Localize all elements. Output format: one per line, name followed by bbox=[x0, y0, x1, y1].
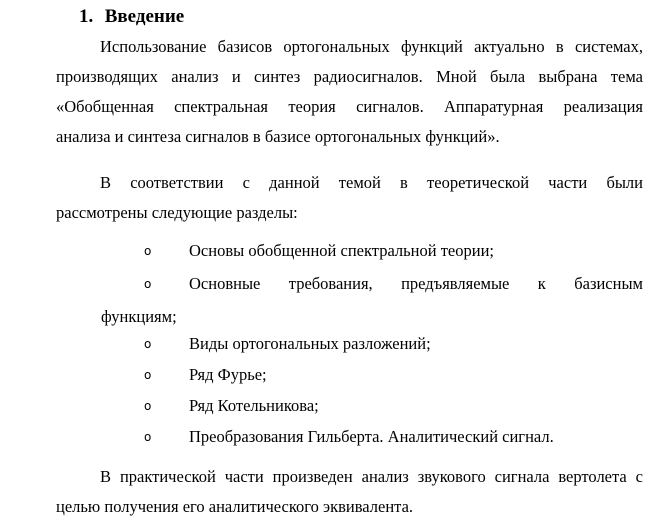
practical-paragraph bbox=[56, 462, 643, 522]
bullet-marker: o bbox=[144, 368, 152, 382]
list-item-text: Преобразования Гильберта. Аналитический сигнал. bbox=[189, 427, 554, 446]
paragraph-line bbox=[56, 168, 643, 198]
paragraph-line-text: В практической части произведен анализ звукового сигнала вертолета с bbox=[100, 467, 643, 486]
bullet-marker: o bbox=[144, 244, 152, 258]
list-item-text: Основные требования, предъявляемые к базисным bbox=[189, 274, 643, 293]
list-item bbox=[0, 360, 666, 390]
bullet-marker: o bbox=[144, 399, 152, 413]
list-item bbox=[0, 269, 666, 299]
bullet-marker: o bbox=[144, 337, 152, 351]
list-item bbox=[0, 391, 666, 421]
paragraph-line-text: В соответствии с данной темой в теоретической части были bbox=[100, 173, 643, 192]
paragraph-line: целью получения его аналитического эквивалента. bbox=[56, 497, 414, 516]
paragraph-line bbox=[56, 32, 643, 62]
paragraph-line: рассмотрены следующие разделы: bbox=[56, 203, 298, 222]
paragraph-line: анализа и синтеза сигналов в базисе ортогональных функций». bbox=[56, 127, 500, 146]
paragraph-line-text: Использование базисов ортогональных функций актуально в системах, bbox=[100, 37, 643, 56]
list-item-text: Виды ортогональных разложений; bbox=[189, 334, 431, 353]
list-item bbox=[0, 422, 666, 452]
section-heading bbox=[79, 5, 184, 29]
list-item-text: Ряд Фурье; bbox=[189, 365, 267, 384]
list-item bbox=[0, 329, 666, 359]
bullet-marker: o bbox=[144, 430, 152, 444]
section-number: 1. bbox=[79, 6, 94, 27]
paragraph-line bbox=[56, 462, 643, 492]
list-item-text: Основы обобщенной спектральной теории; bbox=[189, 241, 494, 260]
paragraph-line: производящих анализ и синтез радиосигналов. Мной была выбрана тема bbox=[56, 67, 643, 86]
intro-paragraph bbox=[56, 32, 643, 152]
list-item-text: Ряд Котельникова; bbox=[189, 396, 319, 415]
bullet-marker: o bbox=[144, 277, 152, 291]
list-item bbox=[0, 236, 666, 266]
list-item-continuation: функциям; bbox=[101, 307, 177, 326]
paragraph-line: «Обобщенная спектральная теория сигналов. Аппаратурная реализация bbox=[56, 97, 643, 116]
topics-paragraph bbox=[56, 168, 643, 228]
section-title: Введение bbox=[104, 6, 185, 27]
